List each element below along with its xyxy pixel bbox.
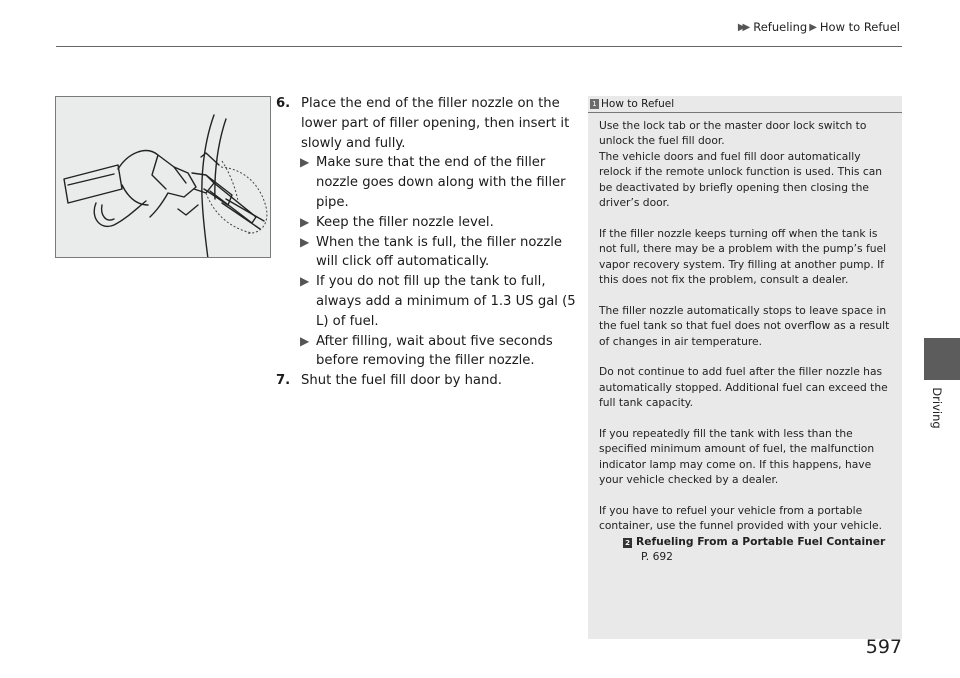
step-number: 6. (276, 96, 291, 111)
substep: ▶ If you do not fill up the tank to full, always add a minimum of 1.3 US gal (5 L) of fuel. (300, 274, 576, 329)
note-paragraph: The filler nozzle automatically stops to leave space in the fuel tank so that fuel does not overflow as a result of changes in air temperature. (599, 303, 890, 348)
note-title: How to Refuel (601, 98, 675, 110)
step-6 (276, 94, 576, 153)
reference-page[interactable]: P. 692 (641, 550, 673, 564)
note-paragraph: Do not continue to add fuel after the filler nozzle has automatically stopped. Additional fuel can exceed the full tank capacity. (599, 365, 888, 410)
triangle-bullet-icon: ▶ (300, 274, 310, 289)
note-paragraph: If you have to refuel your vehicle from a portable container, use the funnel provided with your vehicle. (599, 504, 882, 533)
triangle-bullet-icon: ▶ (300, 155, 310, 170)
note-marker-icon: 1 (590, 99, 599, 109)
substep: ▶ When the tank is full, the filler nozzle will click off automatically. (300, 234, 563, 270)
refuel-illustration (55, 96, 271, 258)
note-header (588, 96, 902, 112)
substep: ▶ Keep the filler nozzle level. (276, 213, 576, 233)
header-divider (56, 46, 902, 47)
substep: ▶ Make sure that the end of the filler nozzle goes down along with the filler pipe. (300, 155, 566, 210)
breadcrumb-arrows-icon: ▶▶ (737, 21, 748, 33)
substep: ▶ After filling, wait about five seconds before removing the filler nozzle. (300, 333, 553, 369)
filler-nozzle-image (56, 97, 271, 258)
note-body (599, 118, 895, 565)
instruction-steps (276, 94, 576, 391)
page-number: 597 (865, 636, 902, 658)
section-tab-label: Driving (930, 387, 944, 429)
note-paragraph: Use the lock tab or the master door lock switch to unlock the fuel fill door. The vehicle doors and fuel fill door automatically relock if the remote unlock function is used. This can be deactivated by briefly opening then closing the driver’s door. (599, 119, 883, 210)
step-text: Shut the fuel fill door by hand. (301, 373, 502, 389)
breadcrumb (738, 20, 900, 34)
side-note-panel (588, 96, 902, 639)
breadcrumb-section: Refueling (753, 20, 808, 34)
note-divider (588, 112, 902, 113)
note-paragraph: If you repeatedly fill the tank with less than the specified minimum amount of fuel, the malfunction indicator lamp may come on. If this happens, have your vehicle checked by a dealer. (599, 427, 875, 487)
step-7 (276, 371, 576, 391)
breadcrumb-topic: How to Refuel (819, 20, 900, 34)
reference-title: Refueling From a Portable Fuel Container (636, 534, 886, 548)
cross-reference-link[interactable] (599, 534, 895, 549)
step-number: 7. (276, 373, 291, 389)
breadcrumb-separator-icon: ▶ (809, 21, 814, 33)
note-paragraph: If the filler nozzle keeps turning off when the tank is not full, there may be a problem with the pump’s fuel vapor recovery system. Try filling at another pump. If this does not fix the problem, consult a dealer. (599, 226, 887, 287)
section-tab-marker (924, 338, 960, 380)
triangle-bullet-icon: ▶ (300, 333, 310, 348)
triangle-bullet-icon: ▶ (300, 234, 310, 249)
triangle-bullet-icon: ▶ (300, 214, 310, 229)
step-text: Place the end of the filler nozzle on the lower part of filler opening, then insert it slowly and fully. (301, 96, 570, 151)
reference-arrow-icon: 2 (623, 538, 632, 548)
